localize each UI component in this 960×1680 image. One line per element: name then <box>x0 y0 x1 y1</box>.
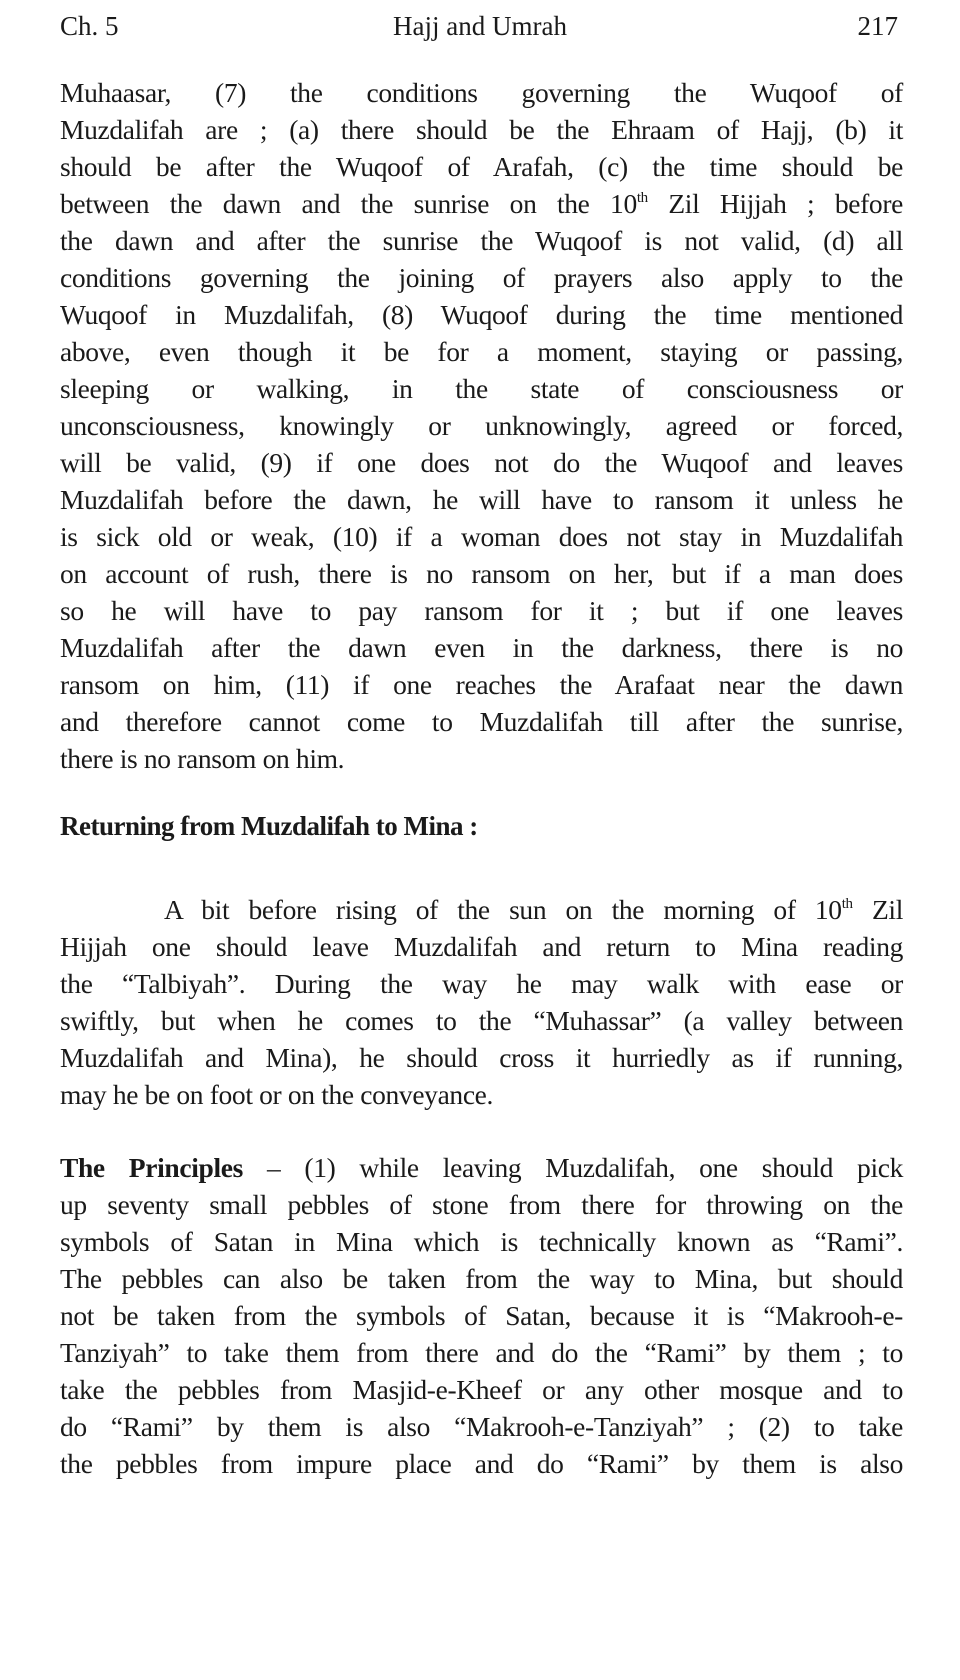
text-line: Hijjah one should leave Muzdalifah and return to Mina reading <box>60 931 903 962</box>
text-line: sleeping or walking, in the state of consciousness or <box>60 373 903 404</box>
section-heading: Returning from Muzdalifah to Mina : <box>60 811 478 841</box>
text-line: take the pebbles from Masjid-e-Kheef or any other mosque and to <box>60 1374 903 1405</box>
text-line: ransom on him, (11) if one reaches the Arafaat near the dawn <box>60 669 903 700</box>
page-number: 217 <box>857 11 898 41</box>
text-line: Muzdalifah are ; (a) there should be the Ehraam of Hajj, (b) it <box>60 114 903 145</box>
text-line: Wuqoof in Muzdalifah, (8) Wuqoof during the time mentioned <box>60 299 903 330</box>
text-line: will be valid, (9) if one does not do the Wuqoof and leaves <box>60 447 903 478</box>
paragraph-returning-to-mina <box>60 891 903 1113</box>
text-line: above, even though it be for a moment, staying or passing, <box>60 336 903 367</box>
text-fragment: – (1) while leaving Muzdalifah, one should pick <box>242 1152 903 1183</box>
text-line: should be after the Wuqoof of Arafah, (c) the time should be <box>60 151 903 182</box>
text-line: the “Talbiyah”. During the way he may walk with ease or <box>60 968 903 999</box>
text-line: Muhaasar, (7) the conditions governing the Wuqoof of <box>60 77 903 108</box>
text-line: Muzdalifah after the dawn even in the darkness, there is no <box>60 632 903 663</box>
text-fragment: Zil Hijjah ; before <box>647 188 903 219</box>
paragraph-muzdalifah-conditions <box>60 74 903 777</box>
text-line: not be taken from the symbols of Satan, because it is “Makrooh-e- <box>60 1300 903 1331</box>
text-line: on account of rush, there is no ransom on her, but if a man does <box>60 558 903 589</box>
ordinal-suffix: th <box>841 896 853 912</box>
text-line: and therefore cannot come to Muzdalifah till after the sunrise, <box>60 706 903 737</box>
text-fragment: A bit before rising of the sun on the morning of 10 <box>164 894 842 925</box>
text-fragment: between the dawn and the sunrise on the 10 <box>60 188 637 219</box>
text-line: do “Rami” by them is also “Makrooh-e-Tanziyah” ; (2) to take <box>60 1411 903 1442</box>
text-line: conditions governing the joining of prayers also apply to the <box>60 262 903 293</box>
text-line: there is no ransom on him. <box>60 743 345 774</box>
text-line: so he will have to pay ransom for it ; but if one leaves <box>60 595 903 626</box>
text-line <box>60 1149 903 1186</box>
chapter-label: Ch. 5 <box>60 11 119 41</box>
running-header <box>60 6 900 46</box>
text-line <box>60 891 903 928</box>
text-line: swiftly, but when he comes to the “Muhassar” (a valley between <box>60 1005 903 1036</box>
text-line: symbols of Satan in Mina which is technically known as “Rami”. <box>60 1226 903 1257</box>
text-line: Muzdalifah before the dawn, he will have to ransom it unless he <box>60 484 903 515</box>
principles-lead: The Principles <box>60 1152 243 1183</box>
text-line: unconsciousness, knowingly or unknowingly, agreed or forced, <box>60 410 903 441</box>
text-line: the dawn and after the sunrise the Wuqoof is not valid, (d) all <box>60 225 903 256</box>
ordinal-suffix: th <box>636 190 648 206</box>
text-fragment: Zil <box>852 894 903 925</box>
text-line <box>60 185 903 222</box>
text-line: Tanziyah” to take them from there and do the “Rami” by them ; to <box>60 1337 903 1368</box>
text-line: up seventy small pebbles of stone from there for throwing on the <box>60 1189 903 1220</box>
text-line: may he be on foot or on the conveyance. <box>60 1079 494 1110</box>
text-line: The pebbles can also be taken from the way to Mina, but should <box>60 1263 903 1294</box>
book-title: Hajj and Umrah <box>393 11 567 41</box>
paragraph-principles <box>60 1149 903 1482</box>
text-line: the pebbles from impure place and do “Rami” by them is also <box>60 1448 903 1479</box>
text-line: is sick old or weak, (10) if a woman does not stay in Muzdalifah <box>60 521 903 552</box>
text-line: Muzdalifah and Mina), he should cross it hurriedly as if running, <box>60 1042 903 1073</box>
